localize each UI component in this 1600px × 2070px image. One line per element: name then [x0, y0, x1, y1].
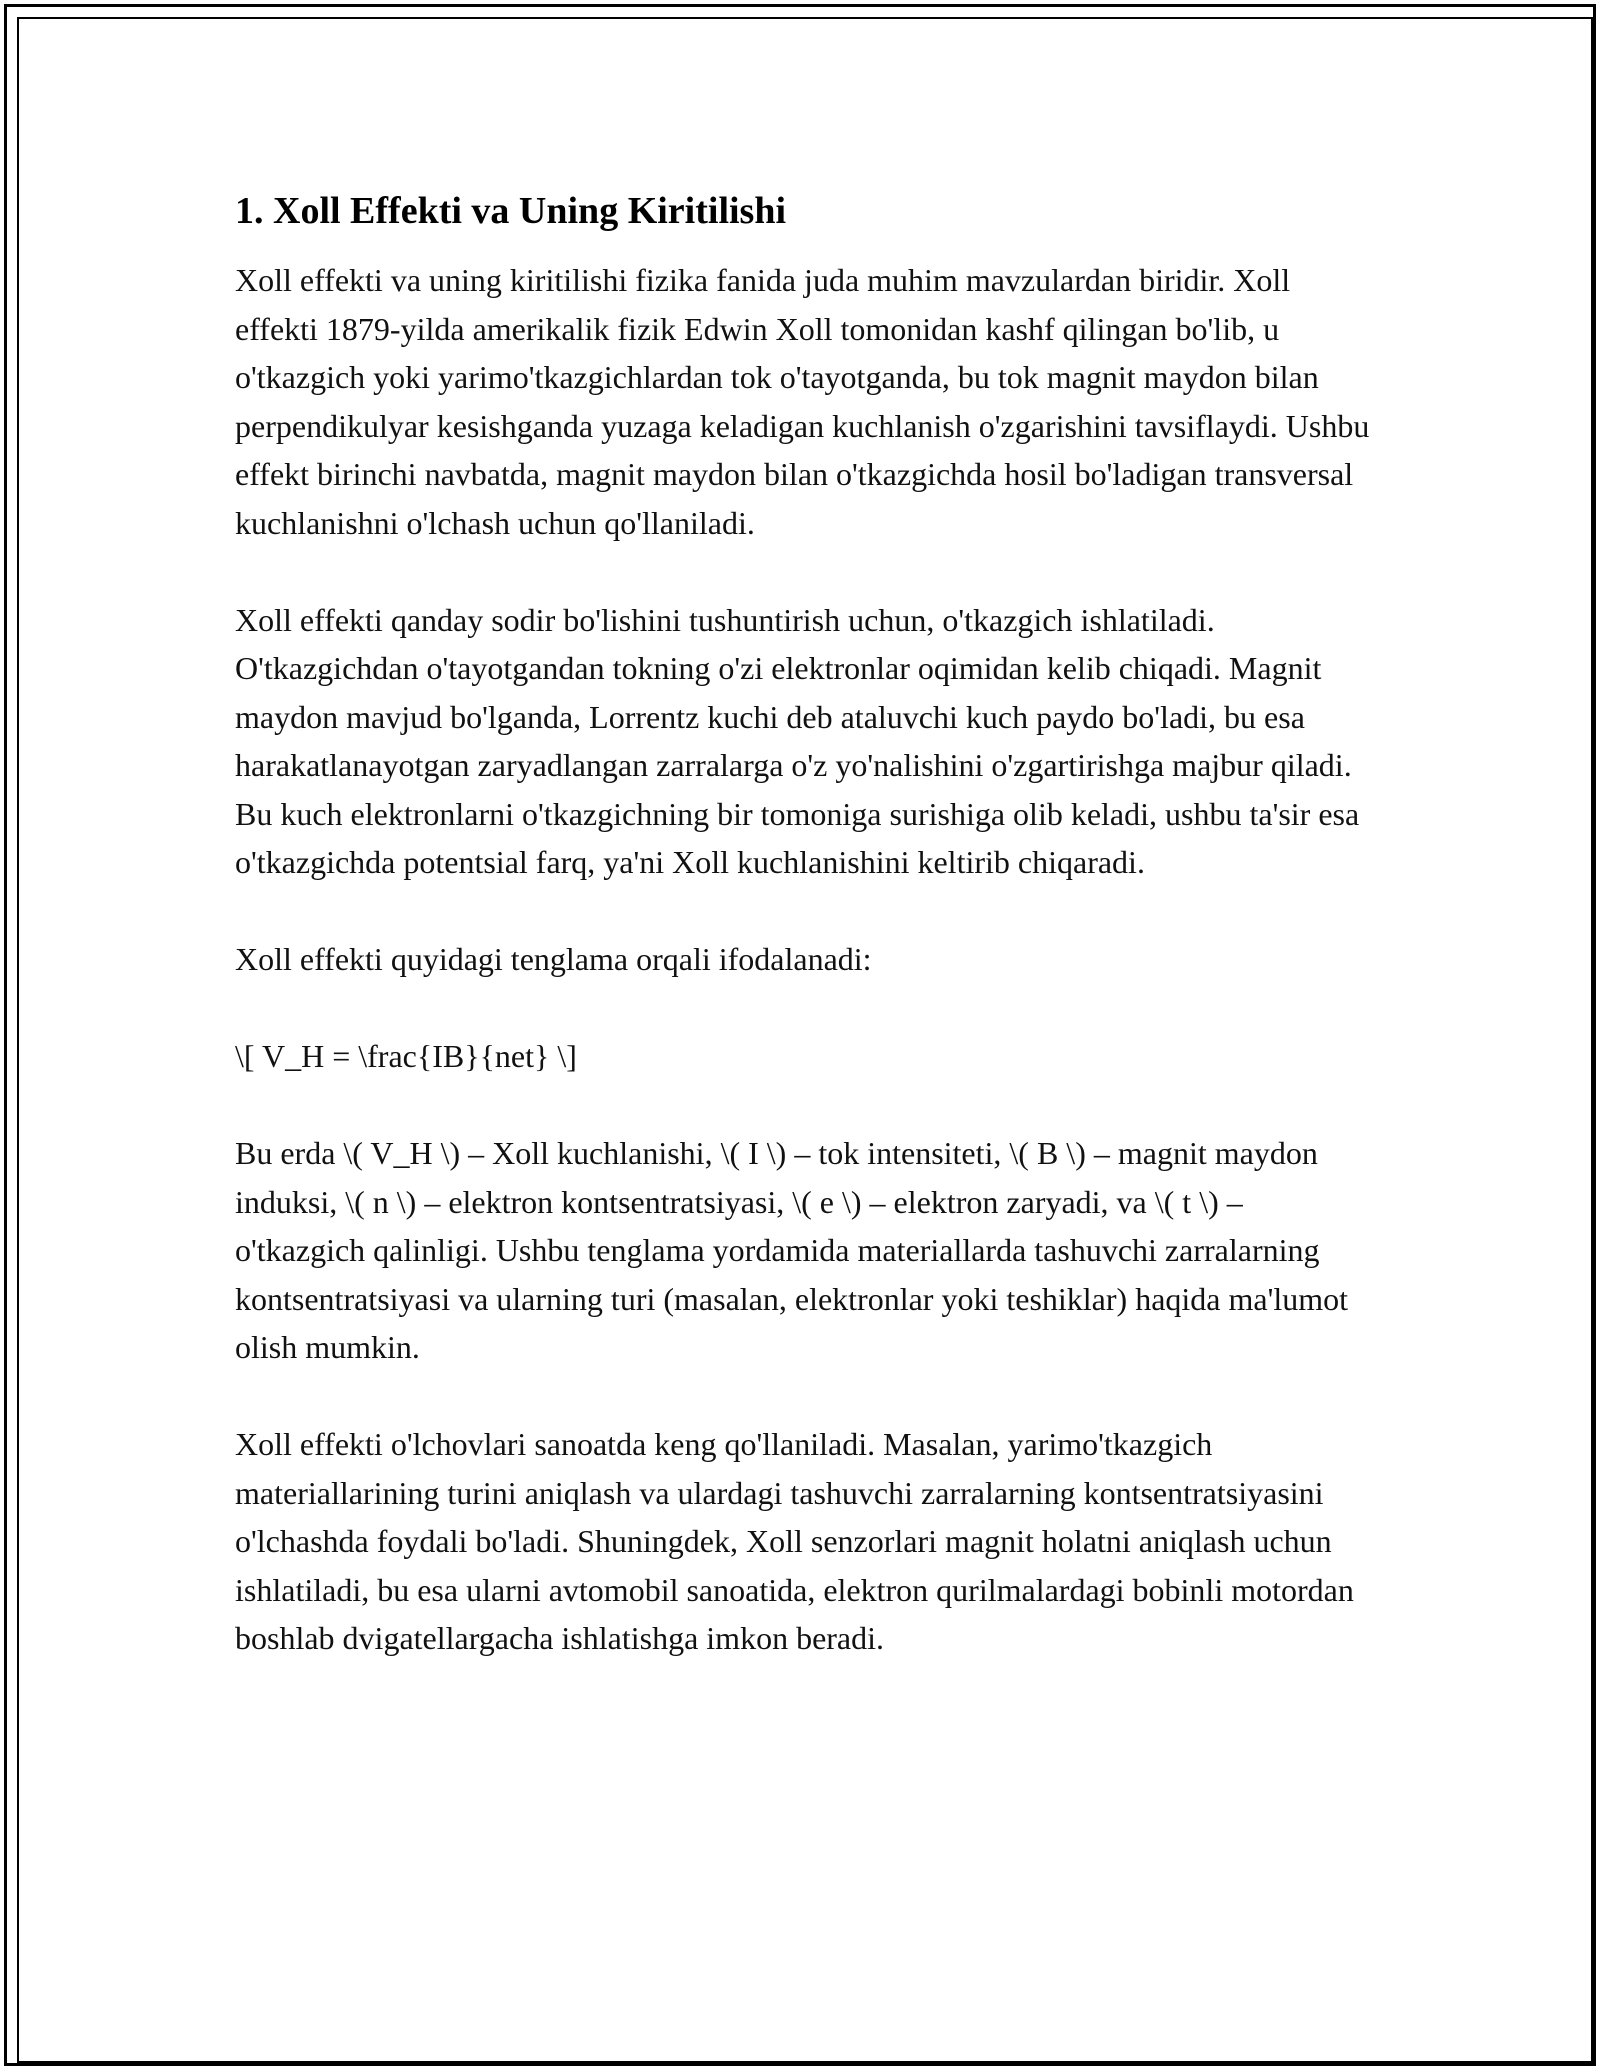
document-body [235, 186, 1375, 1711]
equation-text: \[ V_H = \frac{IB}{net} \] [235, 1038, 577, 1074]
paragraph-applications: Xoll effekti o'lchovlari sanoatda keng qo'llaniladi. Masalan, yarimo'tkazgich materiallarining turini aniqlash va ulardagi tashuvchi zarralarning kontsentratsiyasini o'lchashda foydali bo'ladi. Shuningdek, Xoll senzorlari magnit holatni aniqlash uchun ishlatiladi, bu esa ularni avtomobil sanoatida, elektron qurilmalardagi bobinli motordan boshlab dvigatellargacha ishlatishga imkon beradi. [235, 1426, 1354, 1656]
paragraph-equation-intro: Xoll effekti quyidagi tenglama orqali ifodalanadi: [235, 941, 872, 977]
section-heading: 1. Xoll Effekti va Uning Kiritilishi [235, 190, 787, 232]
paragraph-intro: Xoll effekti va uning kiritilishi fizika fanida juda muhim mavzulardan biridir. Xoll effekti 1879-yilda amerikalik fizik Edwin Xoll tomonidan kashf qilingan bo'lib, u o'tkazgich yoki yarimo'tkazgichlardan tok o'tayotganda, bu tok magnit maydon bilan perpendikulyar kesishganda yuzaga keladigan kuchlanish o'zgarishini tavsiflaydi. Ushbu effekt birinchi navbatda, magnit maydon bilan o'tkazgichda hosil bo'ladigan transversal kuchlanishni o'lchash uchun qo'llaniladi. [235, 262, 1370, 541]
paragraph-variables: Bu erda \( V_H \) – Xoll kuchlanishi, \( I \) – tok intensiteti, \( B \) – magnit maydon induksi, \( n \) – elektron kontsentratsiyasi, \( e \) – elektron zaryadi, va \( t \) – o'tkazgich qalinligi. Ushbu tenglama yordamida materiallarda tashuvchi zarralarning kontsentratsiyasi va ularning turi (masalan, elektronlar yoki teshiklar) haqida ma'lumot olish mumkin. [235, 1135, 1349, 1365]
paragraph-explanation: Xoll effekti qanday sodir bo'lishini tushuntirish uchun, o'tkazgich ishlatiladi. O'tkazgichdan o'tayotgandan tokning o'zi elektronlar oqimidan kelib chiqadi. Magnit maydon mavjud bo'lganda, Lorrentz kuchi deb ataluvchi kuch paydo bo'ladi, bu esa harakatlanayotgan zaryadlangan zarralarga o'z yo'nalishini o'zgartirishga majbur qiladi. Bu kuch elektronlarni o'tkazgichning bir tomoniga surishiga olib keladi, ushbu ta'sir esa o'tkazgichda potentsial farq, ya'ni Xoll kuchlanishini keltirib chiqaradi. [235, 601, 1360, 880]
